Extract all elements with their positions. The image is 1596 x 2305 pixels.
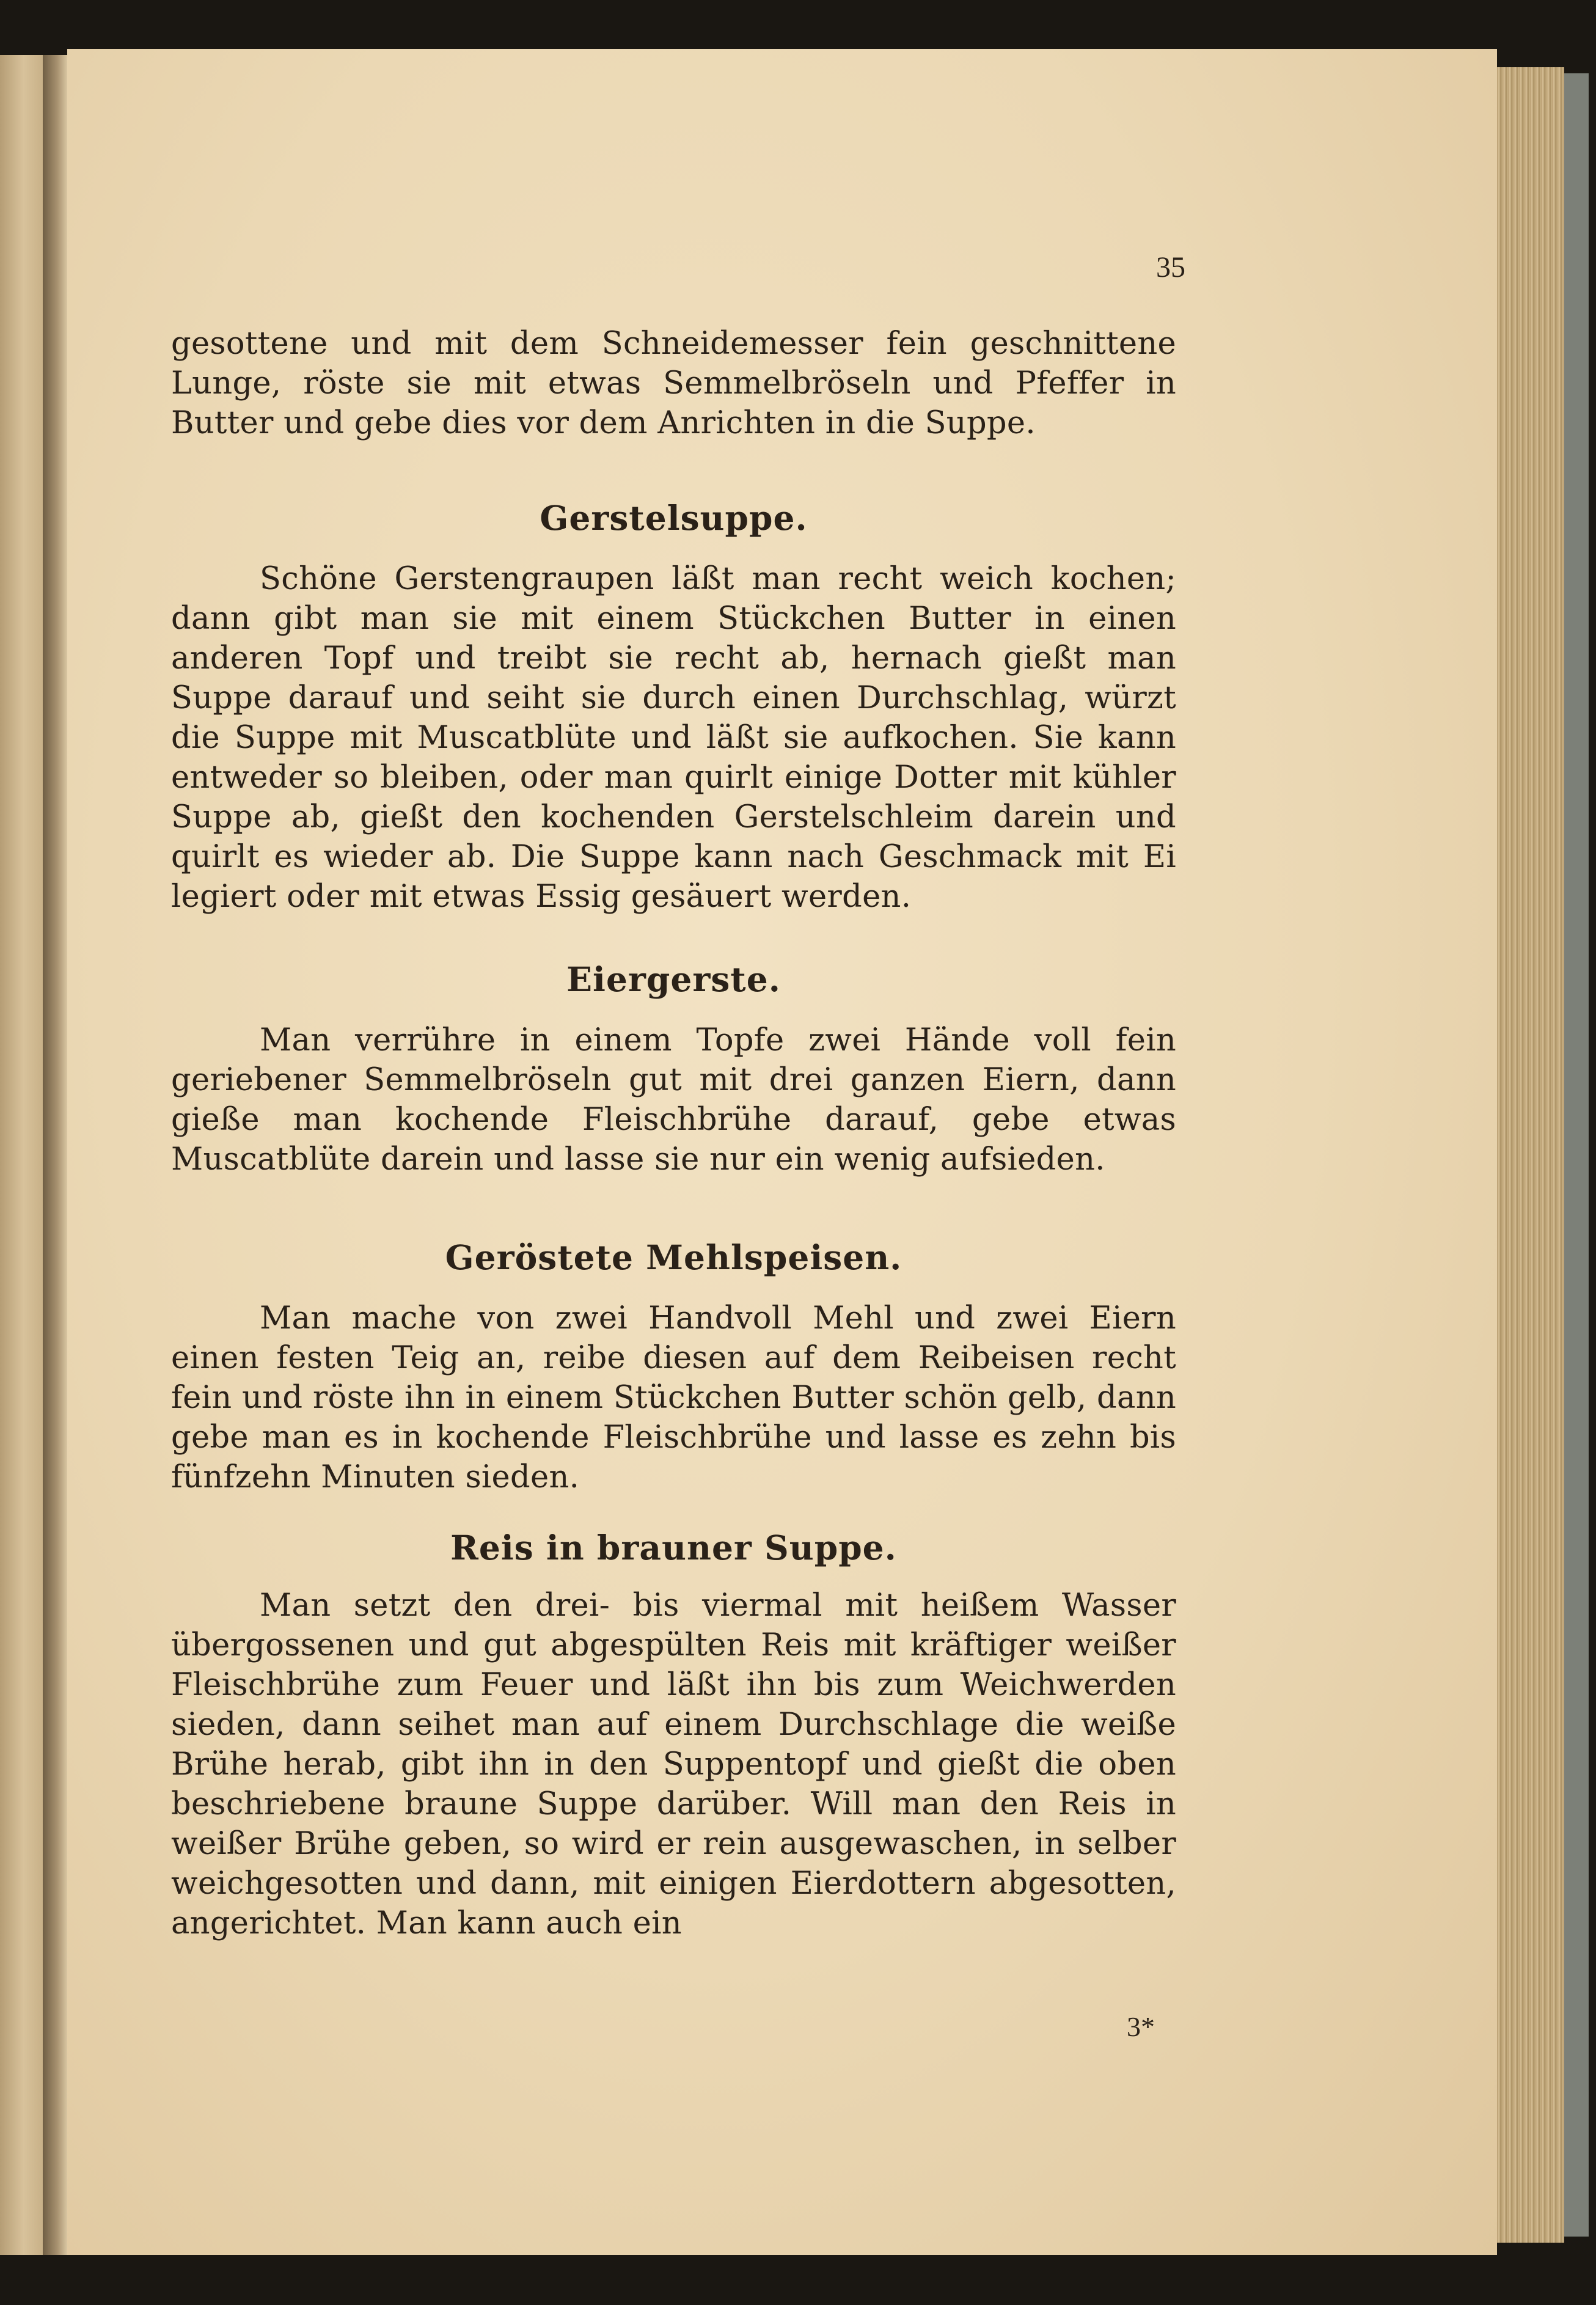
page-text [171, 324, 1176, 1943]
page-stack-edge [1497, 67, 1564, 2243]
facing-page-edge [0, 55, 43, 2255]
intro-paragraph: gesottene und mit dem Schneidemesser fein geschnittene Lunge, röste sie mit etwas Semmelbröseln und Pfeffer in Butter und gebe dies vor dem Anrichten in die Suppe. [171, 326, 1176, 441]
signature-mark: 3* [1127, 2011, 1155, 2042]
heading-gerstelsuppe: Gerstelsuppe. [540, 498, 808, 538]
paragraph-eiergerste: Man verrühre in einem Topfe zwei Hände voll fein geriebener Semmelbröseln gut mit drei ganzen Eiern, dann gieße man kochende Fleischbrühe darauf, gebe etwas Muscatblüte darein und lasse sie nur ein wenig aufsieden. [171, 1022, 1176, 1178]
book-gutter [43, 55, 67, 2255]
heading-eiergerste: Eiergerste. [566, 959, 781, 999]
paragraph-mehlspeisen: Man mache von zwei Handvoll Mehl und zwei Eiern einen festen Teig an, reibe diesen auf dem Reibeisen recht fein und röste ihn in einem Stückchen Butter schön gelb, dann gebe man es in kochende Fleischbrühe und lasse es zehn bis fünfzehn Minuten sieden. [171, 1300, 1176, 1495]
paragraph-gerstelsuppe: Schöne Gerstengraupen läßt man recht weich kochen; dann gibt man sie mit einem Stückchen Butter in einen anderen Topf und treibt sie recht ab, hernach gießt man Suppe darauf und seiht sie durch einen Durchschlag, würzt die Suppe mit Muscatblüte und läßt sie aufkochen. Sie kann entweder so bleiben, oder man quirlt einige Dotter mit kühler Suppe ab, gießt den kochenden Gerstelschleim darein und quirlt es wieder ab. Die Suppe kann nach Geschmack mit Ei legiert oder mit etwas Essig gesäuert werden. [171, 561, 1176, 915]
page-number: 35 [1156, 251, 1185, 284]
heading-reis: Reis in brauner Suppe. [450, 1528, 897, 1567]
heading-mehlspeisen: Geröstete Mehlspeisen. [445, 1237, 902, 1277]
paragraph-reis: Man setzt den drei- bis viermal mit heißem Wasser übergossenen und gut abgespülten Reis mit kräftiger weißer Fleischbrühe zum Feuer und läßt ihn bis zum Weichwerden sieden, dann seihet man auf einem Durchschlage die weiße Brühe herab, gibt ihn in den Suppentopf und gießt die oben beschriebene braune Suppe darüber. Will man den Reis in weißer Brühe geben, so wird er rein ausgewaschen, in selber weichgesotten und dann, mit einigen Eierdottern abgesotten, angerichtet. Man kann auch ein [171, 1588, 1176, 1941]
book-cover-edge [1564, 73, 1589, 2237]
